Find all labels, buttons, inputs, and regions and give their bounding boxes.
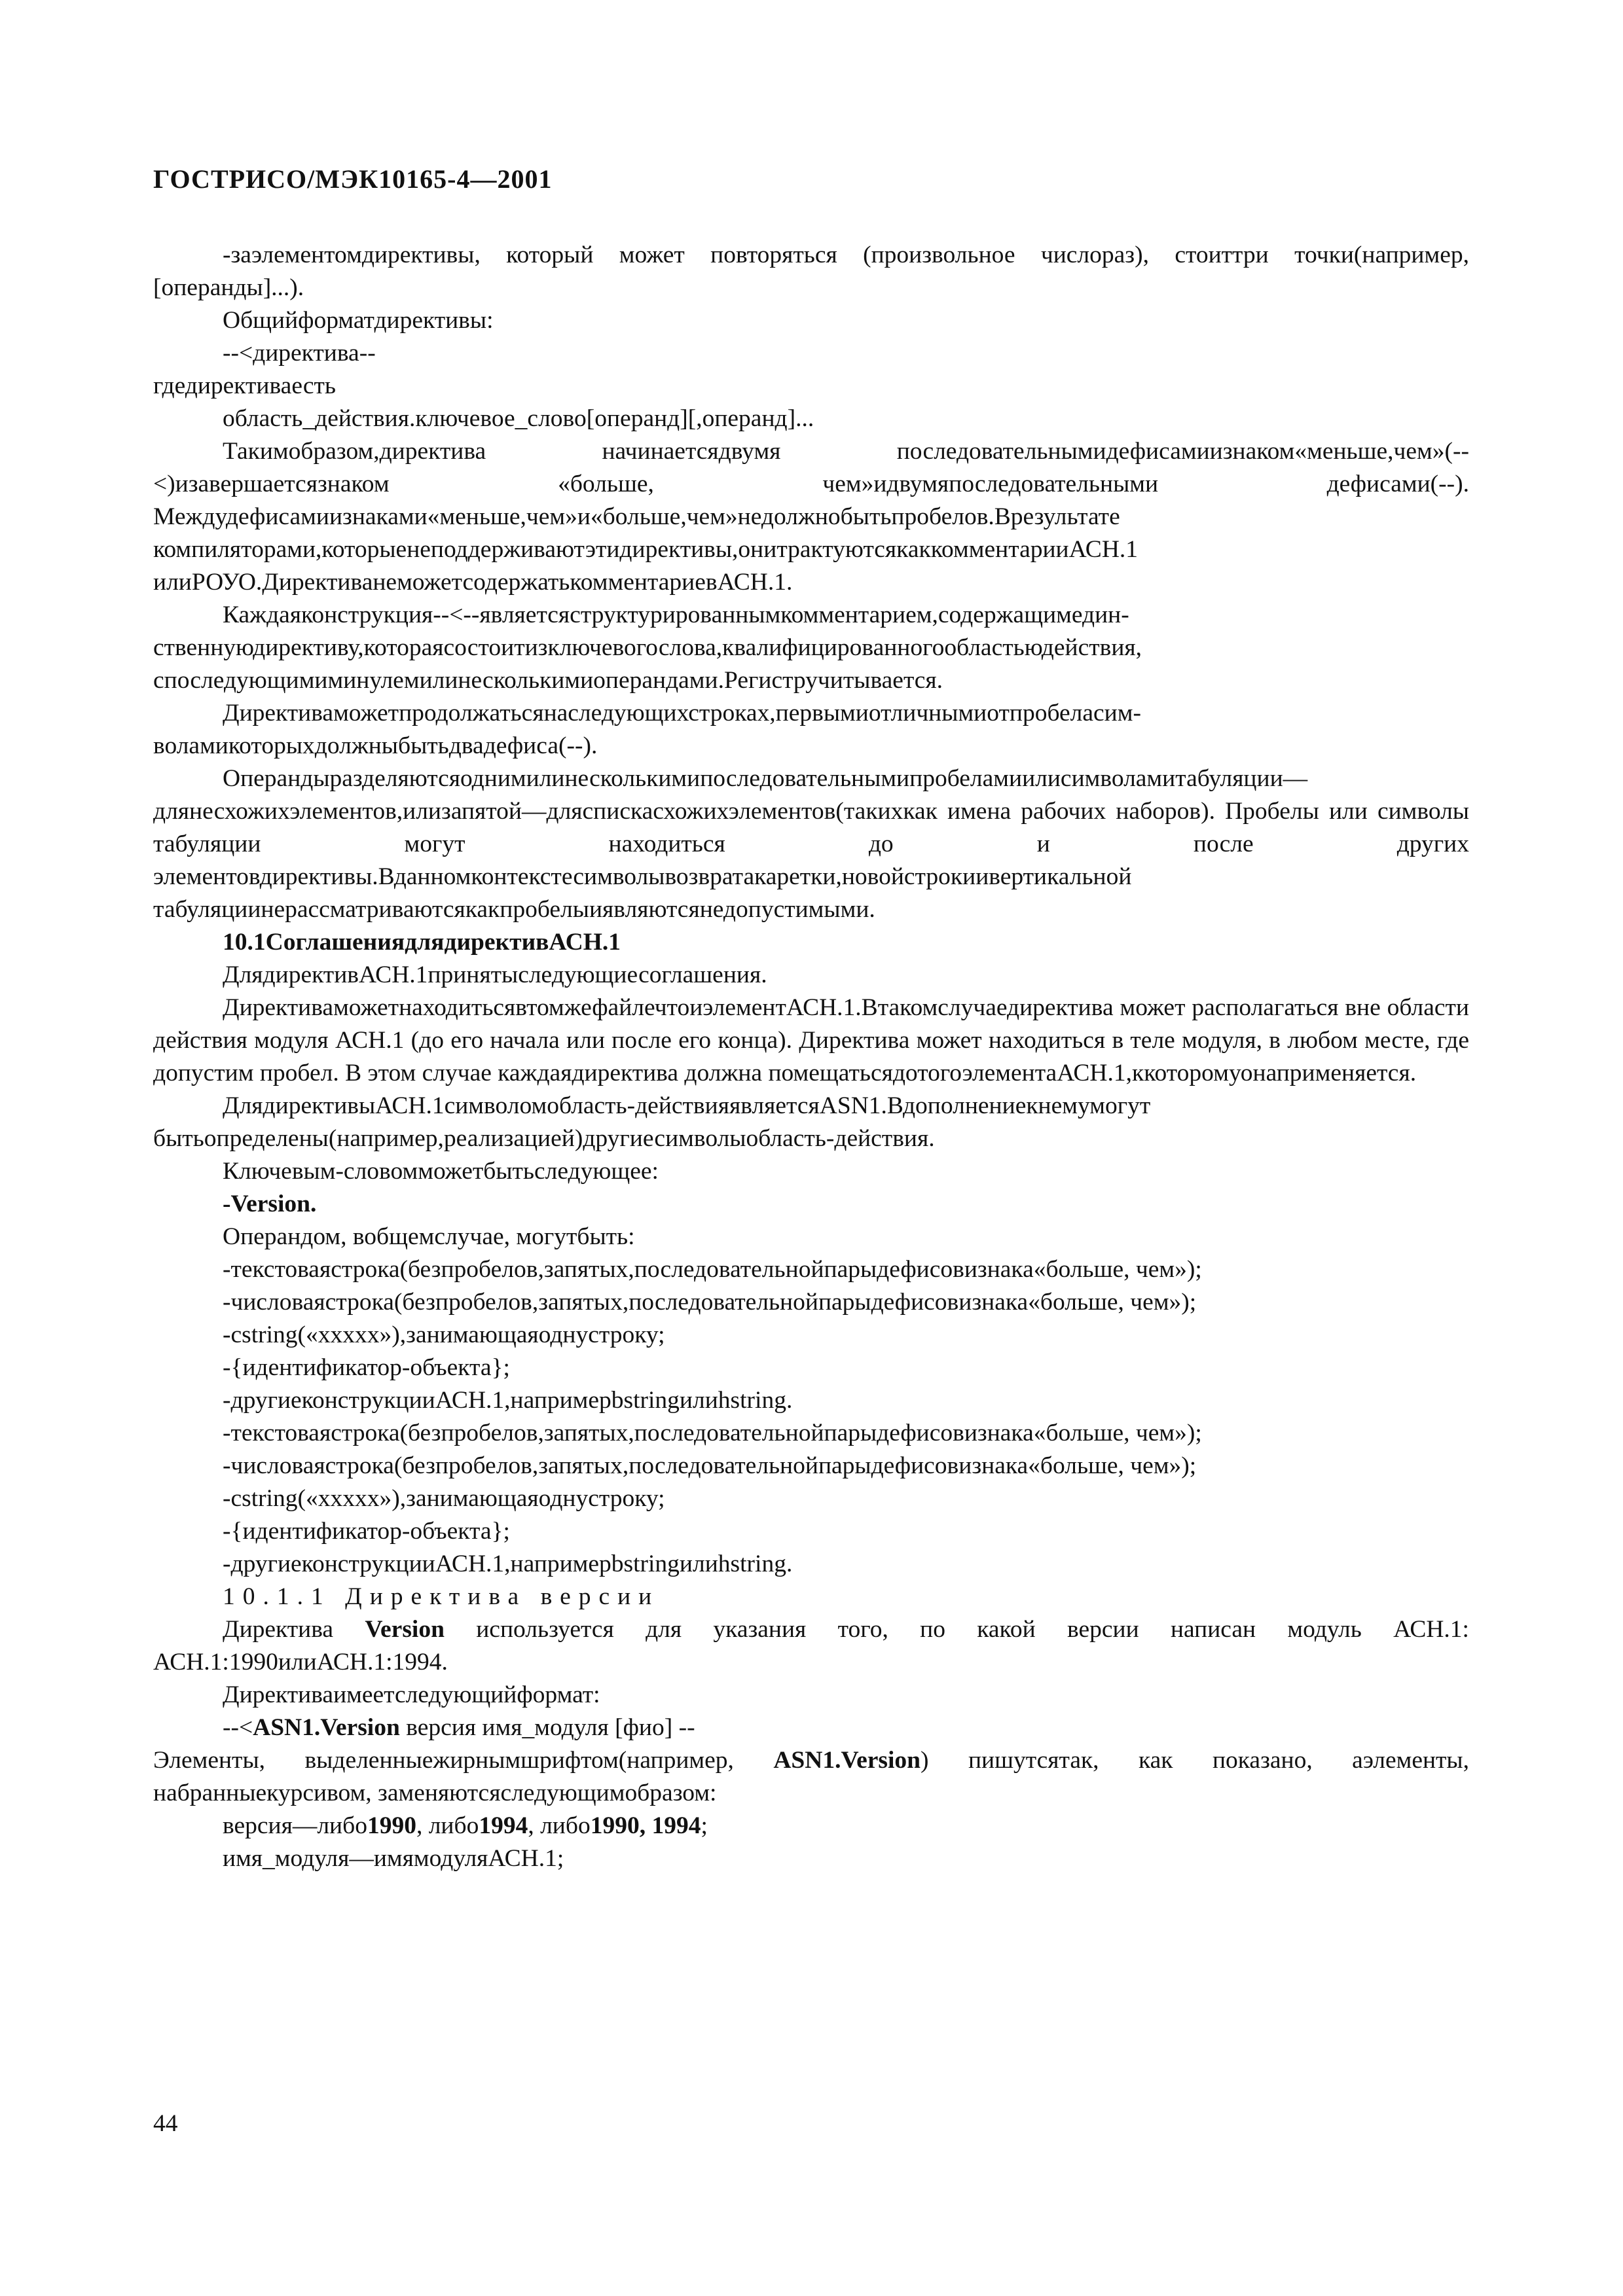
paragraph-format-intro: Директиваимеетследующийформат:: [223, 1681, 600, 1708]
paragraph: Операндыразделяютсяоднимилинесколькимипоследовательнымипробеламиилисимволамитабуляции—длянесхожихэлементов,илизапятой—дляспискасхожихэлементов(такихкак имена рабочих наборов). Пробелы или символы табуляции могут находиться до и после других элементовдирективы.Вданномконтекстесимволывозвратакаретки,новойстрокиивертикальной табуляциинерассматриваютсякакпробелыиявляютсянедопустимыми.: [153, 765, 1469, 923]
text-segment: версия—либо: [223, 1812, 367, 1839]
text-segment: Директива: [223, 1616, 365, 1643]
paragraph: ДлядирективыАСН.1символомобласть-действияявляетсяASN1.Вдополнениекнемумогут бытьопределены(например,реализацией)другиесимволыобласть-действия.: [153, 1092, 1151, 1152]
text-segment: используется для указания того, по какой версии написан модуль АСН.1: АСН.1:1990илиАСН.1:1994.: [153, 1616, 1469, 1676]
bold-value: 1994: [479, 1812, 528, 1839]
paragraph: ДирективаможетнаходитьсявтомжефайлечтоиэлементАСН.1.Втакомслучаедиректива может располагаться вне области действия модуля АСН.1 (до его начала или после его конца). Директива может находиться в теле модуля, в любом месте, где допустим пробел. В этом случае каждаядиректива должна помещатьсядотогоэлементаАСН.1,ккоторомуонаприменяется.: [153, 994, 1469, 1086]
paragraph: Ключевым-словомможетбытьследующее:: [223, 1158, 659, 1185]
text-segment: ;: [701, 1812, 708, 1839]
bold-keyword: ASN1.Version: [253, 1714, 400, 1741]
bold-keyword: ASN1.Version: [773, 1747, 921, 1774]
paragraph: -{идентификатор-объекта};: [223, 1354, 510, 1381]
paragraph-format-syntax: [153, 1712, 1469, 1744]
text-segment: Элементы, выделенныежирнымшрифтом(например,: [153, 1747, 774, 1774]
paragraph: Каждаяконструкция--<--являетсяструктурированнымкомментарием,содержащимединственнуюдирективу,котораясостоитизключевогослова,квалифицированногообластьюдействия, споследующимиминулемилинесколькимиоперандами.Регистручитывается.: [153, 601, 1142, 694]
paragraph: ДлядирективАСН.1принятыследующиесоглашения.: [223, 961, 767, 988]
text-segment: , либо: [528, 1812, 591, 1839]
paragraph-module-name: имя_модуля—имямодуляАСН.1;: [223, 1845, 564, 1872]
content-list: [153, 239, 1469, 1613]
document-header: ГОСТРИСО/МЭК10165-4—2001: [153, 164, 553, 194]
paragraph: -числоваястрока(безпробелов,запятых,последовательнойпарыдефисовизнака«больше, чем»);: [223, 1452, 1197, 1479]
paragraph-version-directive: [153, 1613, 1469, 1679]
bold-value: 1990: [367, 1812, 416, 1839]
bold-value: 1990, 1994: [590, 1812, 701, 1839]
paragraph: -числоваястрока(безпробелов,запятых,последовательнойпарыдефисовизнака«больше, чем»);: [223, 1289, 1197, 1316]
paragraph: -{идентификатор-объекта};: [223, 1518, 510, 1545]
paragraph: область_действия.ключевое_слово[операнд][,операнд]...: [223, 405, 814, 432]
paragraph-elements-note: [153, 1744, 1469, 1810]
page-number: 44: [153, 2110, 178, 2137]
text-segment: версия имя_модуля [фио] --: [399, 1714, 695, 1741]
paragraph: гдедирективаесть: [153, 372, 337, 399]
paragraph: 10.1.1 Директива версии: [223, 1583, 660, 1610]
paragraph: -cstring(«xxxxx»),занимающаяоднустроку;: [223, 1321, 665, 1348]
document-body: [153, 239, 1469, 1875]
section-heading: -Version.: [223, 1191, 317, 1217]
text-segment: , либо: [416, 1812, 479, 1839]
paragraph: Операндом, вобщемслучае, могутбыть:: [223, 1223, 635, 1250]
section-heading: 10.1СоглашениядлядирективАСН.1: [223, 929, 621, 956]
paragraph: Директиваможетпродолжатьсянаследующихстроках,первымиотличнымиотпробеласимволамикоторыхдолжныбытьдвадефиса(--).: [153, 700, 1141, 759]
paragraph: Такимобразом,директива начинаетсядвумя последовательнымидефисамиизнаком«меньше,чем»(--<)изавершаетсязнаком «больше, чем»идвумяпоследовательными дефисами(--). Междудефисамиизнаками«меньше,чем»и«больше,чем»недолжнобытьпробелов.Врезультате компиляторами,которыенеподдерживаютэтидирективы,онитрактуютсякаккомментарииАСН.1 илиРОУО.ДирективанеможетсодержатькомментариевАСН.1.: [153, 438, 1469, 596]
paragraph: Общийформатдирективы:: [223, 307, 494, 334]
paragraph: -текстоваястрока(безпробелов,запятых,последовательнойпарыдефисовизнака«больше, чем»);: [223, 1256, 1202, 1283]
bold-keyword: Version: [365, 1616, 445, 1643]
text-segment: --<: [223, 1714, 253, 1741]
paragraph: -другиеконструкцииАСН.1,напримерbstringилиhstring.: [223, 1551, 793, 1577]
paragraph: --<директива--: [223, 340, 376, 367]
paragraph: -другиеконструкцииАСН.1,напримерbstringилиhstring.: [223, 1387, 793, 1414]
paragraph-version-values: [153, 1810, 1469, 1842]
text-segment: ) пишутсятак, как показано, аэлементы, набранныекурсивом, заменяютсяследующимобразом:: [153, 1747, 1469, 1806]
paragraph: -заэлементомдирективы, который может повторяться (произвольное числораз), стоиттри точки(например,[операнды]...).: [153, 242, 1469, 301]
paragraph: -cstring(«xxxxx»),занимающаяоднустроку;: [223, 1485, 665, 1512]
paragraph: -текстоваястрока(безпробелов,запятых,последовательнойпарыдефисовизнака«больше, чем»);: [223, 1420, 1202, 1446]
